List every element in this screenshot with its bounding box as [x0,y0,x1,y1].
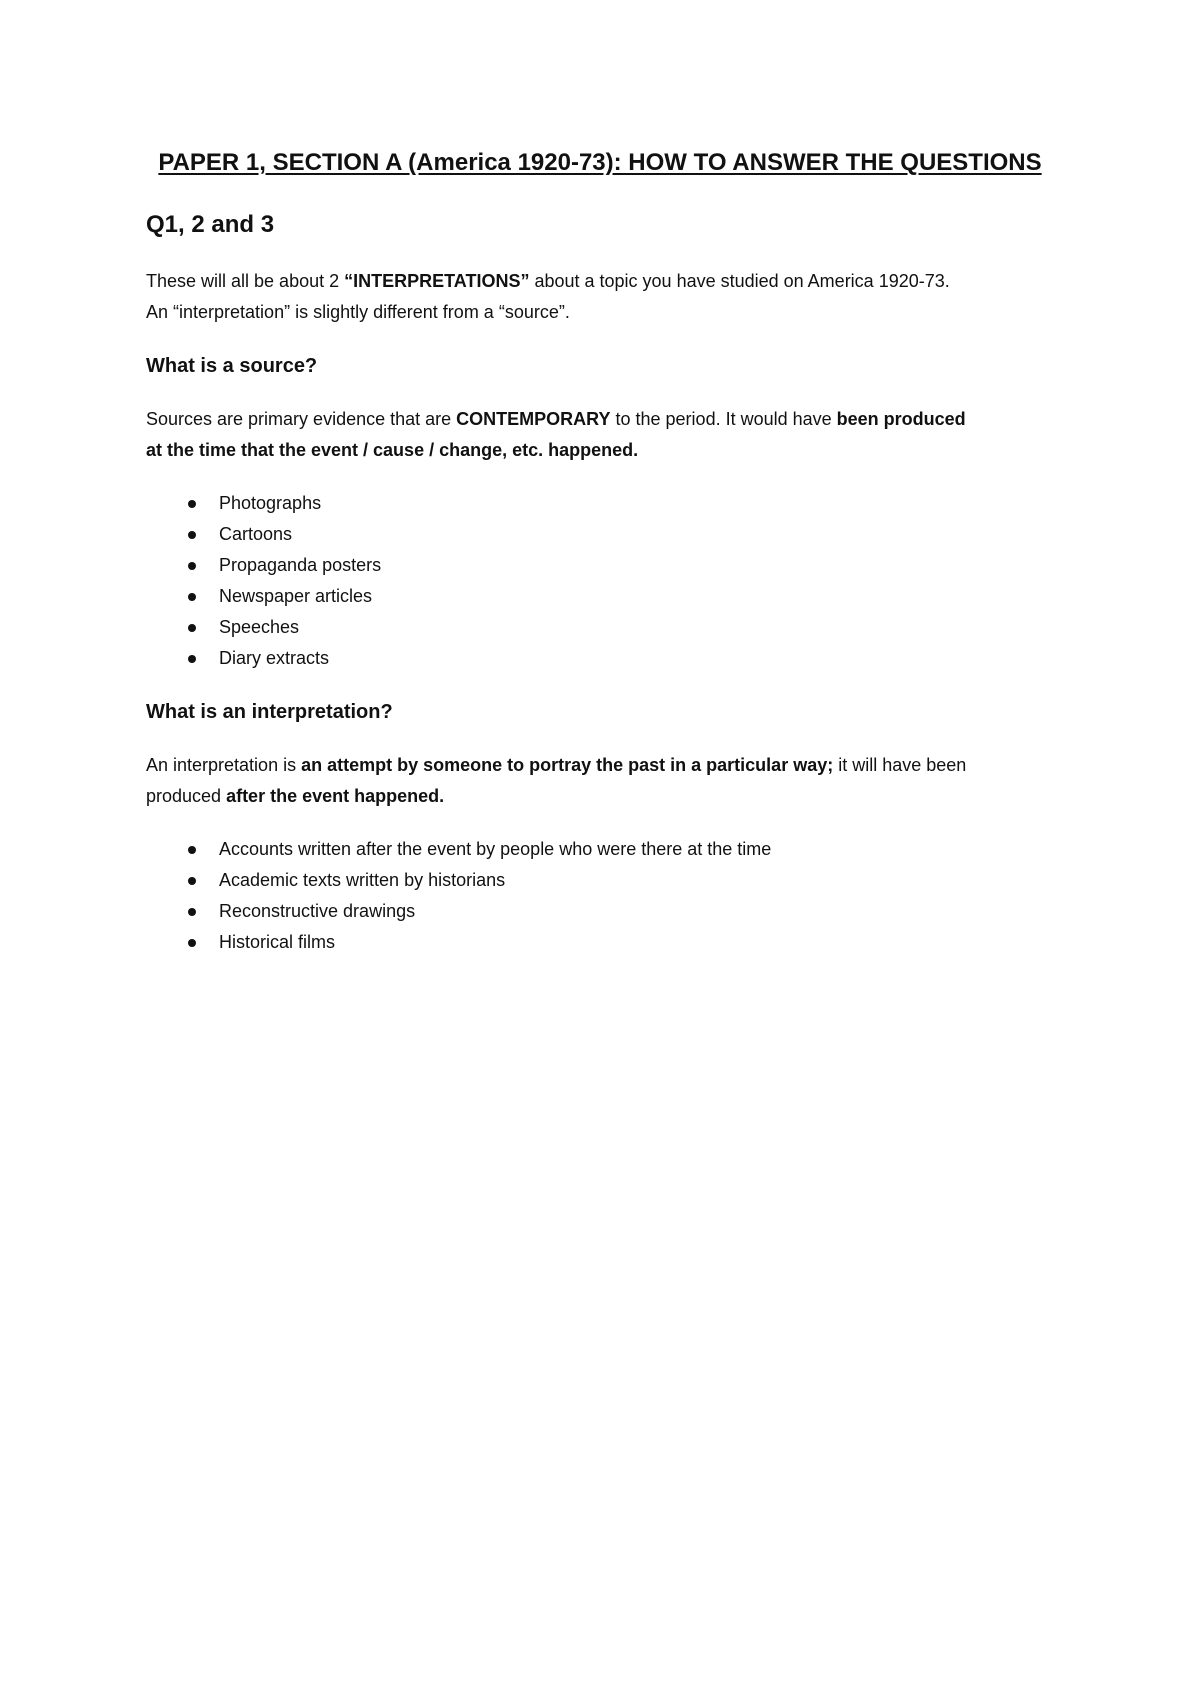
list-item [146,834,1080,865]
bullet-icon [188,908,196,916]
bullet-icon [188,846,196,854]
interpretation-examples-list [146,834,1080,958]
bullet-icon [188,593,196,601]
list-item-label: Cartoons [219,524,293,544]
list-item [146,865,1080,896]
source-heading: What is a source? [146,355,318,377]
questions-heading: Q1, 2 and 3 [146,211,275,238]
list-item [146,896,1080,927]
source-text-bold-1: CONTEMPORARY [456,409,611,429]
list-item-label: Historical films [219,932,336,952]
list-item [146,643,1080,674]
list-item [146,550,1080,581]
list-item-label: Propaganda posters [219,555,382,575]
list-item [146,488,1080,519]
bullet-icon [188,624,196,632]
interpretation-line-1 [146,750,1080,781]
list-item-label: Photographs [219,493,322,513]
list-item-label: Academic texts written by historians [219,870,506,890]
intro-line-1-pre: These will all be about 2 [146,271,345,291]
list-item-label: Accounts written after the event by people who were there at the time [219,839,772,859]
bullet-icon [188,655,196,663]
source-line-1 [146,404,1080,435]
bullet-icon [188,877,196,885]
bullet-icon [188,939,196,947]
interpretation-text-mid: it will have been [833,755,967,775]
source-examples-list [146,488,1080,674]
list-item-label: Diary extracts [219,648,330,668]
intro-line-2: An “interpretation” is slightly different from a “source”. [146,302,570,322]
intro-line-1 [146,266,1080,297]
bullet-icon [188,531,196,539]
list-item [146,519,1080,550]
list-item-label: Speeches [219,617,300,637]
source-paragraph [146,404,1080,466]
list-item-label: Newspaper articles [219,586,373,606]
interpretation-line-2 [146,781,1080,812]
interpretation-text-bold-1: an attempt by someone to portray the past in a particular way; [301,755,834,775]
list-item-label: Reconstructive drawings [219,901,416,921]
interpretation-heading: What is an interpretation? [146,701,393,723]
intro-paragraph [146,266,1080,328]
source-text-bold-2: been produced [836,409,966,429]
interpretation-text-pre: An interpretation is [146,755,302,775]
interpretation-paragraph [146,750,1080,812]
bullet-icon [188,562,196,570]
list-item [146,927,1080,958]
source-line-2: at the time that the event / cause / change, etc. happened. [146,440,639,460]
list-item [146,581,1080,612]
interpretation-line-2-pre: produced [146,786,227,806]
intro-line-1-bold: “INTERPRETATIONS” [344,271,530,291]
bullet-icon [188,500,196,508]
source-text-pre: Sources are primary evidence that are [146,409,457,429]
source-text-mid: to the period. It would have [610,409,837,429]
interpretation-line-2-bold: after the event happened. [226,786,445,806]
list-item [146,612,1080,643]
intro-line-1-post: about a topic you have studied on America 1920-73. [529,271,950,291]
document-title: PAPER 1, SECTION A (America 1920-73): HOW TO ANSWER THE QUESTIONS [158,149,1042,176]
